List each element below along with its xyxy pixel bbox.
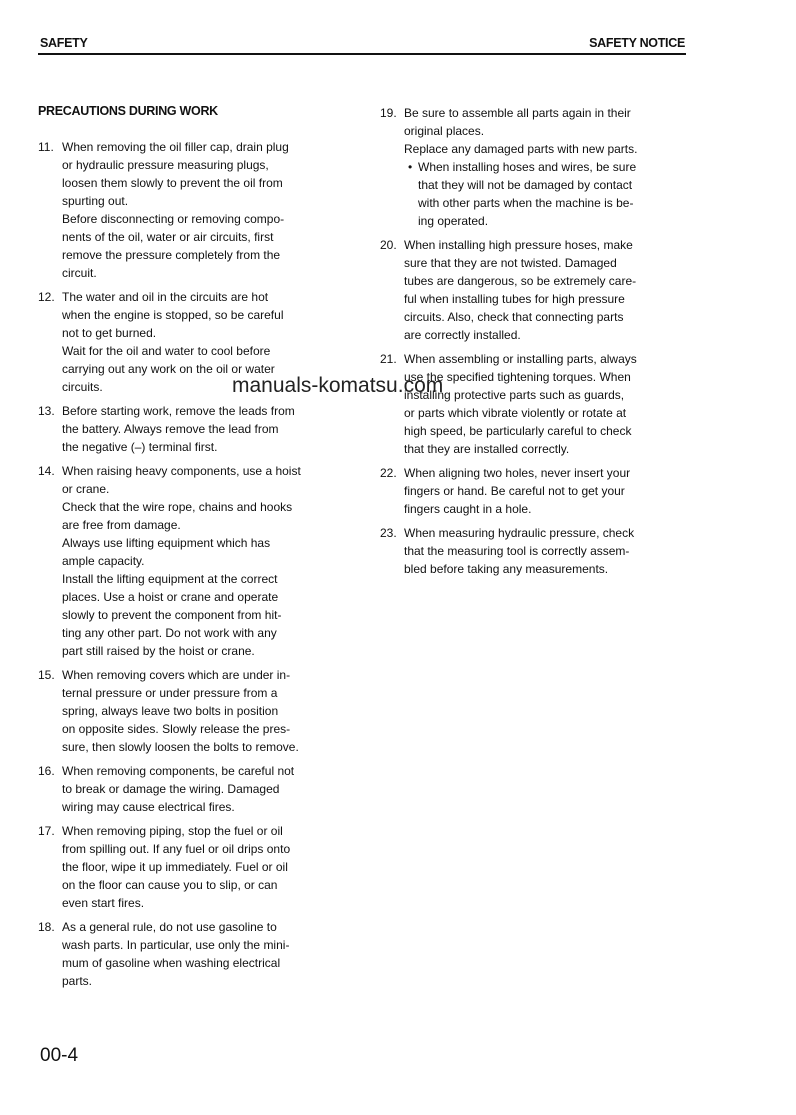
- item-line: circuit.: [62, 266, 97, 280]
- item-line: When removing the oil filler cap, drain plug: [62, 140, 289, 154]
- item-line: high speed, be particularly careful to check: [404, 424, 632, 438]
- item-line: spring, always leave two bolts in position: [62, 704, 279, 718]
- bullet-icon: •: [408, 160, 413, 174]
- item-line: remove the pressure completely from the: [62, 248, 281, 262]
- item-line: original places.: [404, 124, 485, 138]
- left-column: [38, 102, 340, 996]
- item-line: on the floor can cause you to slip, or can: [62, 878, 278, 892]
- watermark: manuals-komatsu.com: [232, 374, 444, 397]
- item-line: or parts which vibrate violently or rotate at: [404, 406, 627, 420]
- item-number: 16.: [38, 764, 55, 778]
- section-title: PRECAUTIONS DURING WORK: [38, 104, 218, 118]
- item-line: not to get burned.: [62, 326, 157, 340]
- item-number: 17.: [38, 824, 55, 838]
- item-line: The water and oil in the circuits are hot: [62, 290, 269, 304]
- item-line: even start fires.: [62, 896, 145, 910]
- item-number: 19.: [380, 106, 397, 120]
- item-number: 14.: [38, 464, 55, 478]
- list-item: [38, 138, 340, 282]
- item-line: Be sure to assemble all parts again in their: [404, 106, 631, 120]
- item-line: ful when installing tubes for high pressure: [404, 292, 625, 306]
- header-rule: [38, 53, 686, 55]
- sub-line: ing operated.: [418, 214, 489, 228]
- item-line: when the engine is stopped, so be careful: [62, 308, 284, 322]
- list-item: [38, 762, 340, 816]
- item-line: or crane.: [62, 482, 110, 496]
- list-item: [380, 236, 686, 344]
- item-line: fingers caught in a hole.: [404, 502, 532, 516]
- right-column: [380, 104, 686, 584]
- item-line: the negative (–) terminal first.: [62, 440, 218, 454]
- item-line: When assembling or installing parts, always: [404, 352, 637, 366]
- list-item: [38, 822, 340, 912]
- item-line: parts.: [62, 974, 93, 988]
- item-line: Before starting work, remove the leads from: [62, 404, 295, 418]
- item-line: Before disconnecting or removing compo-: [62, 212, 285, 226]
- list-item: [380, 524, 686, 578]
- item-line: sure that they are not twisted. Damaged: [404, 256, 617, 270]
- list-item: [38, 666, 340, 756]
- sub-line: with other parts when the machine is be-: [418, 196, 634, 210]
- list-item: [38, 918, 340, 990]
- item-line: loosen them slowly to prevent the oil from: [62, 176, 283, 190]
- item-line: from spilling out. If any fuel or oil drips onto: [62, 842, 291, 856]
- item-line: on opposite sides. Slowly release the pres-: [62, 722, 291, 736]
- item-line: Replace any damaged parts with new parts.: [404, 142, 638, 156]
- item-line: circuits.: [62, 380, 103, 394]
- item-line: Check that the wire rope, chains and hooks: [62, 500, 293, 514]
- item-line: carrying out any work on the oil or water: [62, 362, 275, 376]
- item-line: Wait for the oil and water to cool before: [62, 344, 271, 358]
- item-number: 12.: [38, 290, 55, 304]
- item-line: installing protective parts such as guards,: [404, 388, 625, 402]
- item-line: slowly to prevent the component from hit-: [62, 608, 282, 622]
- item-line: to break or damage the wiring. Damaged: [62, 782, 280, 796]
- item-number: 13.: [38, 404, 55, 418]
- list-item: [380, 104, 686, 230]
- item-number: 21.: [380, 352, 397, 366]
- item-line: part still raised by the hoist or crane.: [62, 644, 255, 658]
- item-line: ternal pressure or under pressure from a: [62, 686, 278, 700]
- item-number: 18.: [38, 920, 55, 934]
- header-chapter: SAFETY NOTICE: [589, 36, 685, 50]
- item-line: nents of the oil, water or air circuits, first: [62, 230, 274, 244]
- list-item: [380, 350, 686, 458]
- sub-bullet: [380, 158, 686, 230]
- item-line: When removing components, be careful not: [62, 764, 295, 778]
- item-line: bled before taking any measurements.: [404, 562, 609, 576]
- item-line: use the specified tightening torques. When: [404, 370, 631, 384]
- item-number: 20.: [380, 238, 397, 252]
- item-line: mum of gasoline when washing electrical: [62, 956, 281, 970]
- list-item: [38, 462, 340, 660]
- item-line: sure, then slowly loosen the bolts to remove.: [62, 740, 299, 754]
- item-line: wiring may cause electrical fires.: [62, 800, 235, 814]
- item-line: the battery. Always remove the lead from: [62, 422, 279, 436]
- item-line: fingers or hand. Be careful not to get your: [404, 484, 625, 498]
- item-line: Always use lifting equipment which has: [62, 536, 271, 550]
- item-line: the floor, wipe it up immediately. Fuel or oil: [62, 860, 288, 874]
- item-line: When raising heavy components, use a hoist: [62, 464, 301, 478]
- item-line: spurting out.: [62, 194, 129, 208]
- item-line: places. Use a hoist or crane and operate: [62, 590, 279, 604]
- item-line: tubes are dangerous, so be extremely care-: [404, 274, 637, 288]
- item-line: When aligning two holes, never insert your: [404, 466, 631, 480]
- header-section: SAFETY: [40, 36, 88, 50]
- sub-line: that they will not be damaged by contact: [418, 178, 633, 192]
- item-number: 22.: [380, 466, 397, 480]
- item-line: or hydraulic pressure measuring plugs,: [62, 158, 269, 172]
- item-number: 23.: [380, 526, 397, 540]
- page-number: 00-4: [40, 1045, 79, 1066]
- item-line: When removing piping, stop the fuel or oil: [62, 824, 283, 838]
- item-line: ample capacity.: [62, 554, 145, 568]
- item-line: Install the lifting equipment at the correct: [62, 572, 278, 586]
- item-number: 11.: [38, 140, 54, 154]
- item-line: ting any other part. Do not work with any: [62, 626, 277, 640]
- item-line: that they are installed correctly.: [404, 442, 570, 456]
- item-line: When installing high pressure hoses, make: [404, 238, 633, 252]
- item-line: circuits. Also, check that connecting parts: [404, 310, 624, 324]
- sub-line: When installing hoses and wires, be sure: [418, 160, 637, 174]
- item-line: When removing covers which are under in-: [62, 668, 291, 682]
- item-line: When measuring hydraulic pressure, check: [404, 526, 635, 540]
- item-line: that the measuring tool is correctly assem-: [404, 544, 630, 558]
- item-line: are free from damage.: [62, 518, 181, 532]
- item-line: wash parts. In particular, use only the mini-: [62, 938, 290, 952]
- item-line: are correctly installed.: [404, 328, 521, 342]
- list-item: [380, 464, 686, 518]
- list-item: [38, 402, 340, 456]
- item-number: 15.: [38, 668, 55, 682]
- item-line: As a general rule, do not use gasoline to: [62, 920, 277, 934]
